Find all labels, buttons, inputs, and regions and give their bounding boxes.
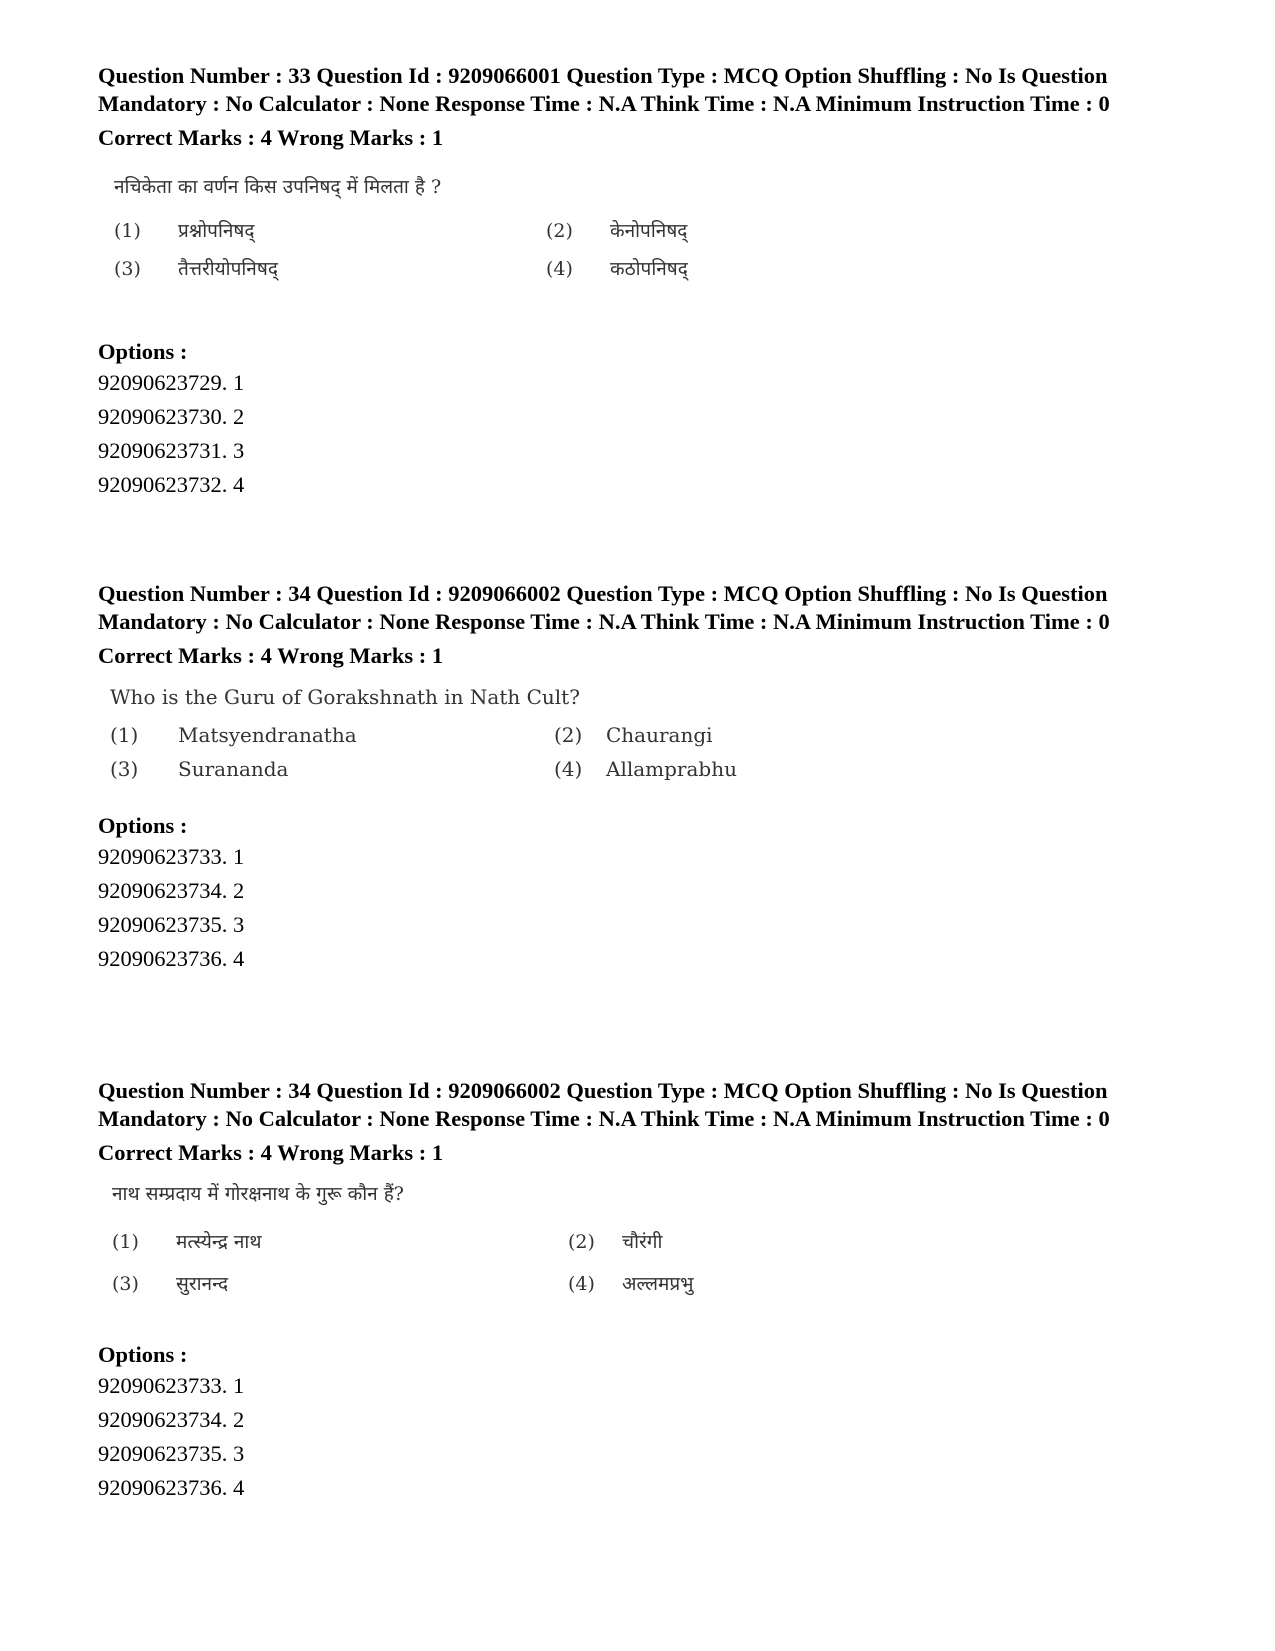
choice-grid — [114, 218, 874, 298]
question-image — [98, 684, 1158, 786]
question-header: Question Number : 34 Question Id : 9209066002 Question Type : MCQ Option Shuffling : No Is Question Mandatory : No Calculator : None Response Time : N.A Think Time : N.A Minimum Instruction Time : 0 — [98, 581, 1110, 634]
option-line: 92090623733. 1 — [98, 844, 245, 869]
choice-2 — [568, 1229, 662, 1255]
choice-number: (1) — [114, 220, 141, 242]
choice-4 — [554, 756, 737, 782]
choice-2 — [554, 722, 713, 748]
choice-2 — [546, 218, 687, 244]
choice-text: मत्स्येन्द्र नाथ — [176, 1231, 262, 1253]
choice-text: Allamprabhu — [606, 757, 737, 781]
question-marks: Correct Marks : 4 Wrong Marks : 1 — [98, 125, 444, 150]
option-line: 92090623735. 3 — [98, 1441, 245, 1466]
choice-3 — [110, 756, 288, 782]
option-line: 92090623731. 3 — [98, 438, 245, 463]
options-section — [98, 1341, 1158, 1505]
choice-number: (3) — [110, 757, 139, 781]
choice-1 — [110, 722, 357, 748]
option-line: 92090623729. 1 — [98, 370, 245, 395]
choice-number: (4) — [568, 1273, 595, 1295]
choice-number: (1) — [112, 1231, 139, 1253]
choice-text: सुरानन्द — [176, 1273, 229, 1295]
options-section — [98, 338, 1158, 502]
option-line: 92090623735. 3 — [98, 912, 245, 937]
choice-text: Matsyendranatha — [178, 723, 357, 747]
choice-number: (2) — [546, 220, 573, 242]
question-header: Question Number : 34 Question Id : 9209066002 Question Type : MCQ Option Shuffling : No Is Question Mandatory : No Calculator : None Response Time : N.A Think Time : N.A Minimum Instruction Time : 0 — [98, 1078, 1110, 1131]
choice-text: तैत्तरीयोपनिषद् — [178, 258, 278, 280]
question-block-34-english — [98, 580, 1158, 976]
option-line: 92090623734. 2 — [98, 1407, 245, 1432]
question-text: नचिकेता का वर्णन किस उपनिषद् में मिलता है ? — [114, 176, 442, 198]
question-text: Who is the Guru of Gorakshnath in Nath Cult? — [110, 685, 580, 709]
choice-number: (1) — [110, 723, 139, 747]
choice-3 — [114, 256, 278, 282]
choice-4 — [568, 1271, 694, 1297]
question-text: नाथ सम्प्रदाय में गोरक्षनाथ के गुरू कौन हैं? — [112, 1183, 404, 1205]
options-section — [98, 812, 1158, 976]
choice-text: केनोपनिषद् — [610, 220, 688, 242]
question-image — [98, 174, 1158, 298]
choice-number: (2) — [568, 1231, 595, 1253]
option-line: 92090623730. 2 — [98, 404, 245, 429]
choice-3 — [112, 1271, 228, 1297]
options-title: Options : — [98, 339, 188, 364]
question-block-33 — [98, 62, 1158, 502]
question-header: Question Number : 33 Question Id : 9209066001 Question Type : MCQ Option Shuffling : No Is Question Mandatory : No Calculator : None Response Time : N.A Think Time : N.A Minimum Instruction Time : 0 — [98, 63, 1110, 116]
choice-number: (3) — [114, 258, 141, 280]
choice-number: (4) — [546, 258, 573, 280]
choice-text: Chaurangi — [606, 723, 713, 747]
choice-text: कठोपनिषद् — [610, 258, 688, 280]
choice-text: चौरंगी — [622, 1231, 663, 1253]
choice-4 — [546, 256, 688, 282]
question-block-34-hindi — [98, 1077, 1158, 1505]
option-line: 92090623734. 2 — [98, 878, 245, 903]
choice-grid — [110, 722, 870, 786]
option-line: 92090623733. 1 — [98, 1373, 245, 1398]
options-title: Options : — [98, 813, 188, 838]
choice-text: प्रश्नोपनिषद् — [178, 220, 255, 242]
option-line: 92090623736. 4 — [98, 946, 245, 971]
choice-number: (2) — [554, 723, 583, 747]
question-marks: Correct Marks : 4 Wrong Marks : 1 — [98, 1140, 444, 1165]
choice-1 — [112, 1229, 261, 1255]
choice-text: अल्लमप्रभु — [622, 1273, 694, 1295]
options-title: Options : — [98, 1342, 188, 1367]
choice-1 — [114, 218, 255, 244]
question-image — [98, 1181, 1158, 1311]
choice-number: (3) — [112, 1273, 139, 1295]
question-marks: Correct Marks : 4 Wrong Marks : 1 — [98, 643, 444, 668]
choice-text: Surananda — [178, 757, 289, 781]
option-line: 92090623736. 4 — [98, 1475, 245, 1500]
choice-number: (4) — [554, 757, 583, 781]
choice-grid — [112, 1229, 872, 1311]
option-line: 92090623732. 4 — [98, 472, 245, 497]
